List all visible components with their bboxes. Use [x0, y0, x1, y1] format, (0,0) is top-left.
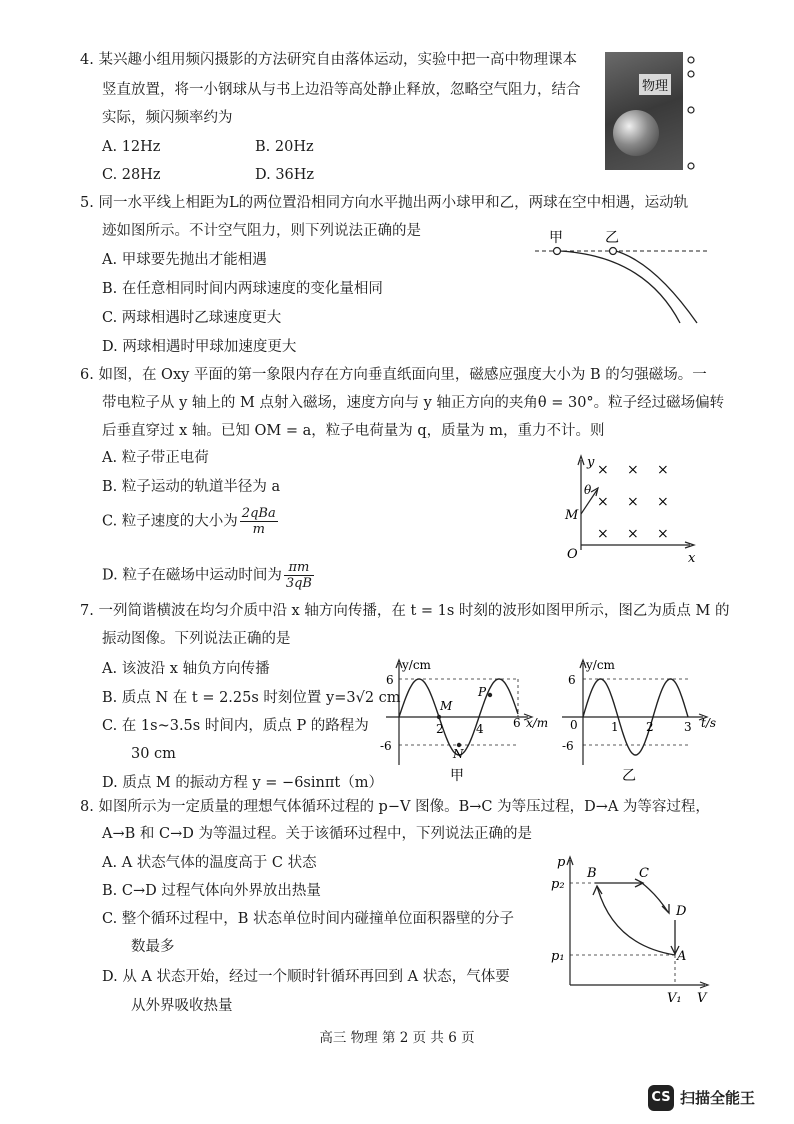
q6-option-d-denominator: 3qB — [285, 576, 312, 591]
q6-line-1: 6. 如图，在 Oxy 平面的第一象限内存在方向垂直纸面向里，磁感应强度大小为 B 的匀强磁场。一 — [80, 367, 707, 383]
q5-option-d: D. 两球相遇时甲球加速度更大 — [102, 339, 297, 355]
q6-option-b: B. 粒子运动的轨道半径为 a — [102, 479, 281, 495]
q5-option-b: B. 在任意相同时间内两球速度的变化量相同 — [102, 281, 383, 297]
q8-option-a: A. A 状态气体的温度高于 C 状态 — [102, 855, 317, 871]
q7-line-2: 振动图像。下列说法正确的是 — [102, 631, 291, 647]
q8-v1-label: V₁ — [667, 991, 682, 1006]
q7-line-1: 7. 一列简谐横波在均匀介质中沿 x 轴方向传播，在 t = 1s 时刻的波形如图甲所示，图乙为质点 M 的 — [80, 603, 730, 619]
camscanner-watermark-text: 扫描全能王 — [680, 1089, 756, 1107]
page-footer: 高三 物理 第 2 页 共 6 页 — [319, 1030, 475, 1046]
q8-state-c: C — [639, 866, 649, 881]
q6-option-d-numerator: πm — [284, 560, 314, 576]
camscanner-logo-icon: CS — [648, 1085, 674, 1111]
q7-jia-tick-4: 4 — [476, 722, 484, 736]
q5-trajectory-jia — [560, 251, 680, 323]
q6-line-2: 带电粒子从 y 轴上的 M 点射入磁场，速度方向与 y 轴正方向的夹角θ = 30°。粒子经过磁场偏转 — [102, 395, 725, 411]
q8-option-d-cont: 从外界吸收热量 — [131, 998, 233, 1014]
q7-jia-tick-2: 2 — [436, 722, 444, 736]
q8-v-label: V — [697, 991, 707, 1006]
q6-field-cross: × — [627, 462, 639, 478]
q6-option-d-text: D. 粒子在磁场中运动时间为 — [102, 567, 282, 584]
q6-option-c-text: C. 粒子速度的大小为 — [102, 513, 238, 530]
q6-option-c-fraction — [240, 506, 278, 537]
q4-option-a: A. 12Hz — [102, 139, 161, 155]
q7-jia-y-bottom: -6 — [380, 739, 392, 753]
q5-ball-jia — [554, 248, 561, 255]
q7-yi-tick-1: 1 — [611, 720, 619, 734]
q5-option-a: A. 甲球要先抛出才能相遇 — [102, 252, 267, 268]
q8-line-1: 8. 如图所示为一定质量的理想气体循环过程的 p−V 图像。B→C 为等压过程，D→A 为等容过程， — [80, 799, 710, 815]
q6-line-3: 后垂直穿过 x 轴。已知 OM = a，粒子电荷量为 q，质量为 m，重力不计。则 — [102, 423, 605, 439]
q7-jia-label-m: M — [440, 699, 453, 713]
q8-option-c: C. 整个循环过程中，B 状态单位时间内碰撞单位面积器壁的分子 — [102, 911, 515, 927]
flash-ball-3 — [688, 107, 694, 113]
q8-p2-label: p₂ — [551, 877, 565, 892]
q5-line-2: 迹如图所示。不计空气阻力，则下列说法正确的是 — [102, 223, 421, 239]
q8-state-a: A — [677, 949, 687, 964]
q8-state-d: D — [676, 904, 687, 919]
q7-yi-caption: 乙 — [622, 768, 636, 784]
q7-yi-tick-0: 0 — [570, 718, 578, 732]
book-title-label: 物理 — [639, 74, 671, 95]
q8-process-ab — [597, 886, 675, 955]
q5-label-jia: 甲 — [549, 230, 563, 246]
q7-jia-point-m — [437, 715, 441, 719]
q7-jia-y-label: y/cm — [402, 658, 431, 672]
q8-state-b: B — [587, 866, 597, 881]
q7-wave-graph-jia — [378, 655, 548, 785]
q5-ball-yi — [610, 248, 617, 255]
flash-ball-1 — [688, 57, 694, 63]
q4-option-b: B. 20Hz — [255, 139, 314, 155]
q4-line-1: 4. 某兴趣小组用频闪摄影的方法研究自由落体运动，实验中把一高中物理课本 — [80, 52, 577, 68]
q6-magnetic-field-figure — [555, 450, 705, 565]
book-photo — [605, 52, 683, 170]
q4-line-2: 竖直放置，将一小钢球从与书上边沿等高处静止释放，忽略空气阻力，结合 — [102, 82, 581, 98]
q6-field-cross: × — [597, 526, 609, 542]
q7-jia-point-p — [488, 693, 492, 697]
q7-jia-label-p: P — [478, 685, 487, 699]
q6-option-d — [102, 560, 314, 591]
q8-pv-diagram — [545, 850, 715, 1010]
q8-option-d: D. 从 A 状态开始，经过一个顺时针循环再回到 A 状态，气体要 — [102, 969, 510, 985]
q7-option-d: D. 质点 M 的振动方程 y = −6sinπt（m） — [102, 775, 383, 791]
q6-option-d-fraction — [284, 560, 314, 591]
q6-y-label: y — [587, 455, 595, 470]
flash-ball-4 — [688, 163, 694, 169]
q8-line-2: A→B 和 C→D 为等温过程。关于该循环过程中，下列说法正确的是 — [102, 826, 532, 842]
q4-option-c: C. 28Hz — [102, 167, 161, 183]
steel-ball-image — [613, 110, 659, 156]
q7-yi-y-bottom: -6 — [562, 739, 574, 753]
q6-field-cross: × — [597, 494, 609, 510]
q7-yi-y-top: 6 — [568, 673, 576, 687]
q7-option-a: A. 该波沿 x 轴负方向传播 — [102, 661, 270, 677]
q6-option-a: A. 粒子带正电荷 — [102, 450, 209, 466]
q5-line-1: 5. 同一水平线上相距为L的两位置沿相同方向水平抛出两小球甲和乙，两球在空中相遇，运动轨 — [80, 195, 689, 211]
q7-jia-y-top: 6 — [386, 673, 394, 687]
q6-theta-label: θ — [584, 483, 592, 497]
q6-x-label: x — [688, 551, 696, 565]
q7-yi-y-label: y/cm — [586, 658, 615, 672]
q7-option-b: B. 质点 N 在 t = 2.25s 时刻位置 y=3√2 cm — [102, 690, 401, 706]
q7-jia-x-label: x/m — [526, 716, 548, 730]
q7-jia-caption: 甲 — [450, 768, 464, 784]
q6-field-cross: × — [597, 462, 609, 478]
q8-p1-label: p₁ — [551, 949, 565, 964]
q7-jia-tick-6: 6 — [513, 716, 521, 730]
q6-field-cross: × — [627, 526, 639, 542]
q4-option-d: D. 36Hz — [255, 167, 315, 183]
q6-option-c-denominator: m — [252, 522, 265, 537]
q5-trajectory-figure — [535, 228, 715, 328]
q5-trajectory-yi — [616, 251, 697, 323]
q5-label-yi: 乙 — [605, 230, 619, 246]
q5-option-c: C. 两球相遇时乙球速度更大 — [102, 310, 282, 326]
q7-yi-x-label: t/s — [701, 716, 717, 730]
q8-option-c-cont: 数最多 — [131, 939, 175, 955]
q8-p-label: p — [557, 855, 566, 870]
q6-field-cross: × — [627, 494, 639, 510]
q8-option-b: B. C→D 过程气体向外界放出热量 — [102, 883, 321, 899]
q7-jia-label-n: N — [453, 747, 464, 761]
q6-field-cross: × — [657, 462, 669, 478]
q8-process-ab-arrow — [593, 886, 602, 895]
q6-option-c — [102, 506, 278, 537]
q6-option-c-numerator: 2qBa — [241, 506, 276, 521]
q6-field-cross: × — [657, 526, 669, 542]
q7-option-c: C. 在 1s~3.5s 时间内，质点 P 的路程为 — [102, 718, 369, 734]
q4-line-3: 实际，频闪频率约为 — [102, 110, 233, 126]
q6-origin-label: O — [567, 547, 578, 562]
q7-yi-tick-2: 2 — [646, 720, 654, 734]
q6-m-label: M — [565, 508, 579, 523]
q6-field-cross: × — [657, 494, 669, 510]
q7-option-c-cont: 30 cm — [131, 746, 176, 762]
q7-yi-tick-3: 3 — [684, 720, 692, 734]
flash-ball-positions — [684, 52, 698, 172]
q7-vibration-graph-yi — [548, 655, 728, 785]
flash-ball-2 — [688, 71, 694, 77]
